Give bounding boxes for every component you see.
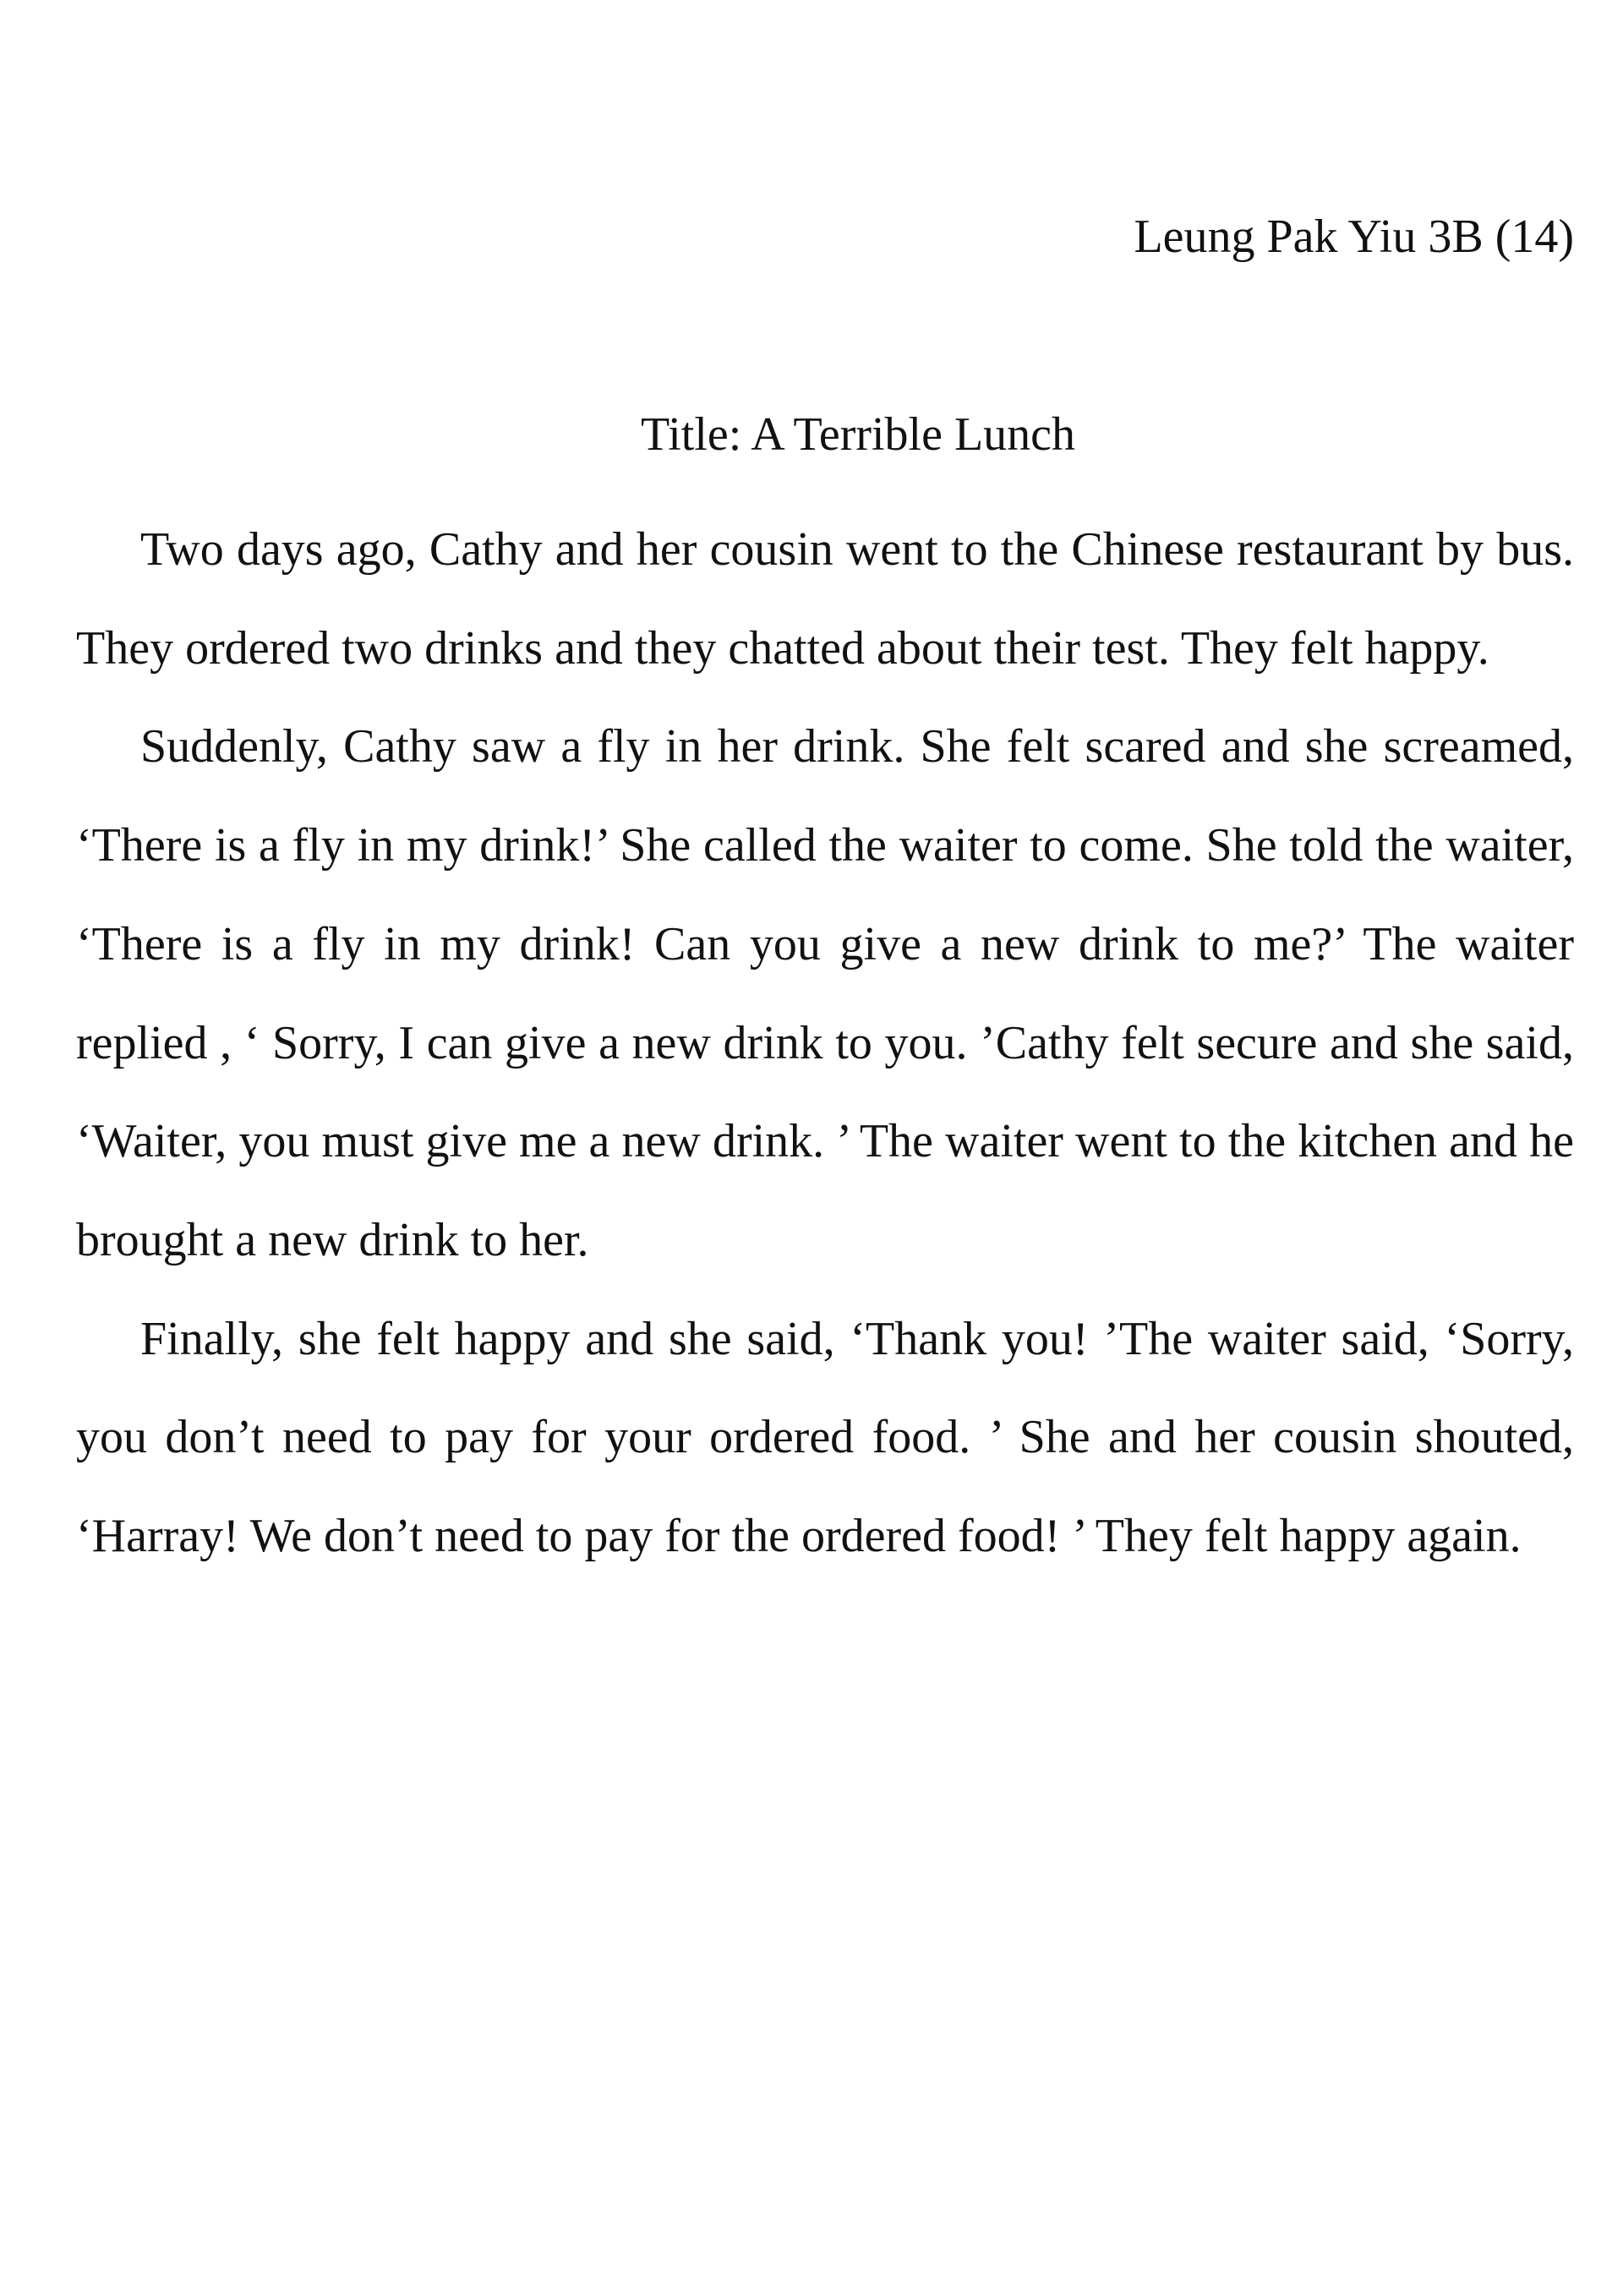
essay-title: Title: A Terrible Lunch <box>640 408 1076 461</box>
paragraph-3: Finally, she felt happy and she said, ‘Thank you! ’The waiter said, ‘Sorry, you don’t need to pay for your ordered food. ’ She and her cousin shouted, ‘Harray! We don’t need to pay for the ordered food! ’ They felt happy again. <box>76 1312 1574 1563</box>
author-line: Leung Pak Yiu 3B (14) <box>1134 210 1574 263</box>
paragraph-2: Suddenly, Cathy saw a fly in her drink. She felt scared and she screamed, ‘There is a fly in my drink!’ She called the waiter to come. She told the waiter, ‘There is a fly in my drink! Can you give a new drink to me?’ The waiter replied , ‘ Sorry, I can give a new drink to you. ’Cathy felt secure and she said, ‘Waiter, you must give me a new drink. ’ The waiter went to the kitchen and he brought a new drink to her. <box>76 720 1574 1266</box>
paragraph-1: Two days ago, Cathy and her cousin went to the Chinese restaurant by bus. They ordered two drinks and they chatted about their test. They felt happy. <box>76 523 1574 675</box>
essay-body <box>76 500 1574 1586</box>
